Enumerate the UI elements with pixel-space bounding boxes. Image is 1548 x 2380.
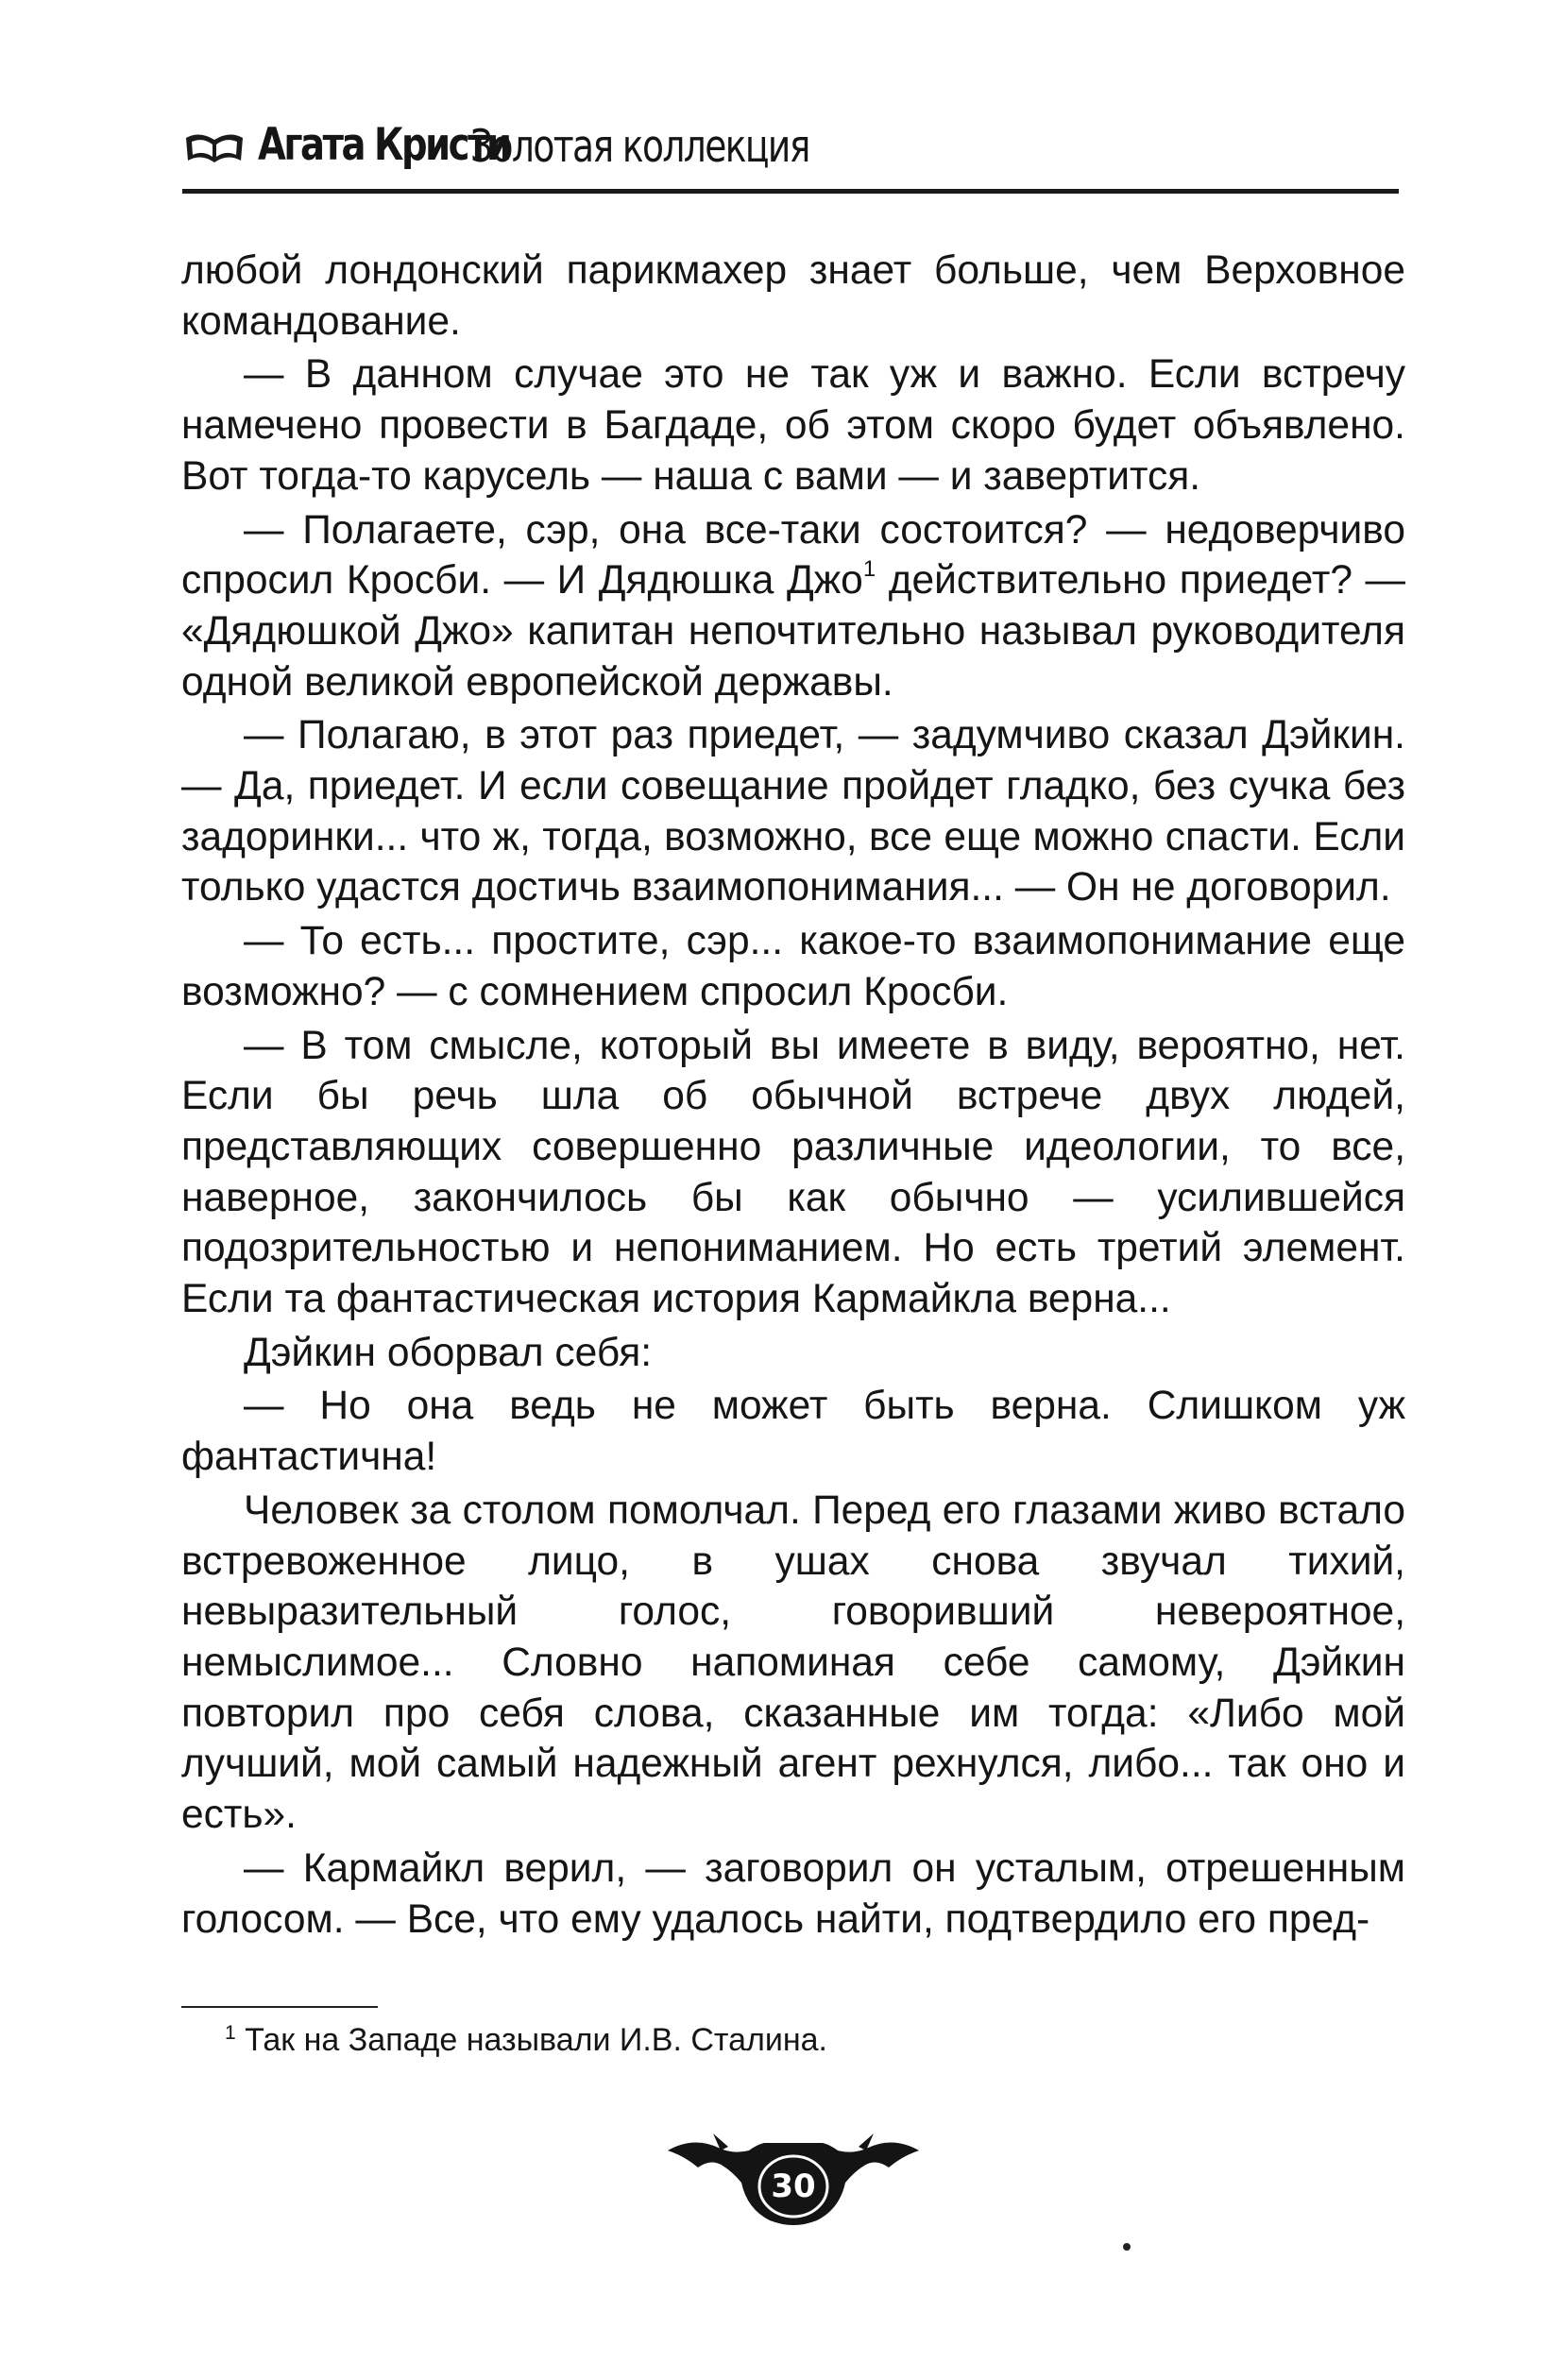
print-speck xyxy=(1123,2243,1131,2251)
paragraph: — В том смысле, который вы имеете в виду, вероятно, нет. Если бы речь шла об обычной встрече двух людей, представляющих совершенно различные идеологии, то все, наверное, закончилось бы как обычно — усилившейся подозрительностью и непониманием. Но есть третий элемент. Если та фантастическая история Кармайкла верна... xyxy=(181,1023,1405,1322)
paragraph xyxy=(181,505,1405,708)
footnote xyxy=(225,2021,827,2059)
paragraph: — Кармайкл верил, — заговорил он усталым, отрешенным голосом. — Все, что ему удалось найти, подтвердило его пред- xyxy=(181,1845,1405,1942)
running-header xyxy=(182,111,1399,194)
footnote-number: 1 xyxy=(225,2022,236,2044)
paragraph: Человек за столом помолчал. Перед его глазами живо встало встревоженное лицо, в ушах снова звучал тихий, невыразительный голос, говоривший невероятное, немыслимое... Словно напоминая себе самому, Дэйкин повторил про себя слова, сказанные им тогда: «Либо мой лучший, мой самый надежный агент рехнулся, либо... так оно и есть». xyxy=(181,1488,1405,1838)
header-series-title: Золотая коллекция xyxy=(470,121,809,173)
page-number: 30 xyxy=(771,2168,816,2205)
paragraph-text: действительно приедет? — xyxy=(876,558,1405,604)
paragraph: — Полагаю, в этот раз приедет, — задумчиво сказал Дэйкин. — Да, приедет. И если совещание пройдет гладко, без сучка без задоринки... что ж, тогда, возможно, все еще можно спасти. Если только удастся достичь взаимопонимания... — Он не договорил. xyxy=(181,713,1405,910)
paragraph-text: — Полагаете, сэр, она все-таки состоится? — недоверчиво спросил Кросби. — И Дядюшка Джо xyxy=(181,507,1405,604)
footnote-text: Так на Западе называли И.В. Сталина. xyxy=(245,2022,827,2058)
paragraph-text: «Дядюшкой Джо» капитан непочтительно называл руководителя одной великой европейской державы. xyxy=(181,608,1405,705)
paragraph: — Но она ведь не может быть верна. Слишком уж фантастична! xyxy=(181,1384,1405,1480)
book-logo-icon xyxy=(182,128,247,170)
footnote-marker[interactable]: 1 xyxy=(862,556,876,583)
paragraph: — В данном случае это не так уж и важно. Если встречу намечено провести в Багдаде, об этом скоро будет объявлено. Вот тогда-то карусель — наша с вами — и завертится. xyxy=(181,352,1405,499)
paragraph: любой лондонский парикмахер знает больше, чем Верховное командование. xyxy=(181,248,1405,344)
paragraph: — То есть... простите, сэр... какое-то взаимопонимание еще возможно? — с сомнением спросил Кросби. xyxy=(181,919,1405,1014)
header-author: Агата Кристи xyxy=(258,119,510,171)
footnote-divider xyxy=(181,2006,378,2008)
main-text xyxy=(181,246,1405,1947)
paragraph: Дэйкин оборвал себя: xyxy=(244,1330,653,1375)
page-number-ornament xyxy=(666,2130,921,2234)
